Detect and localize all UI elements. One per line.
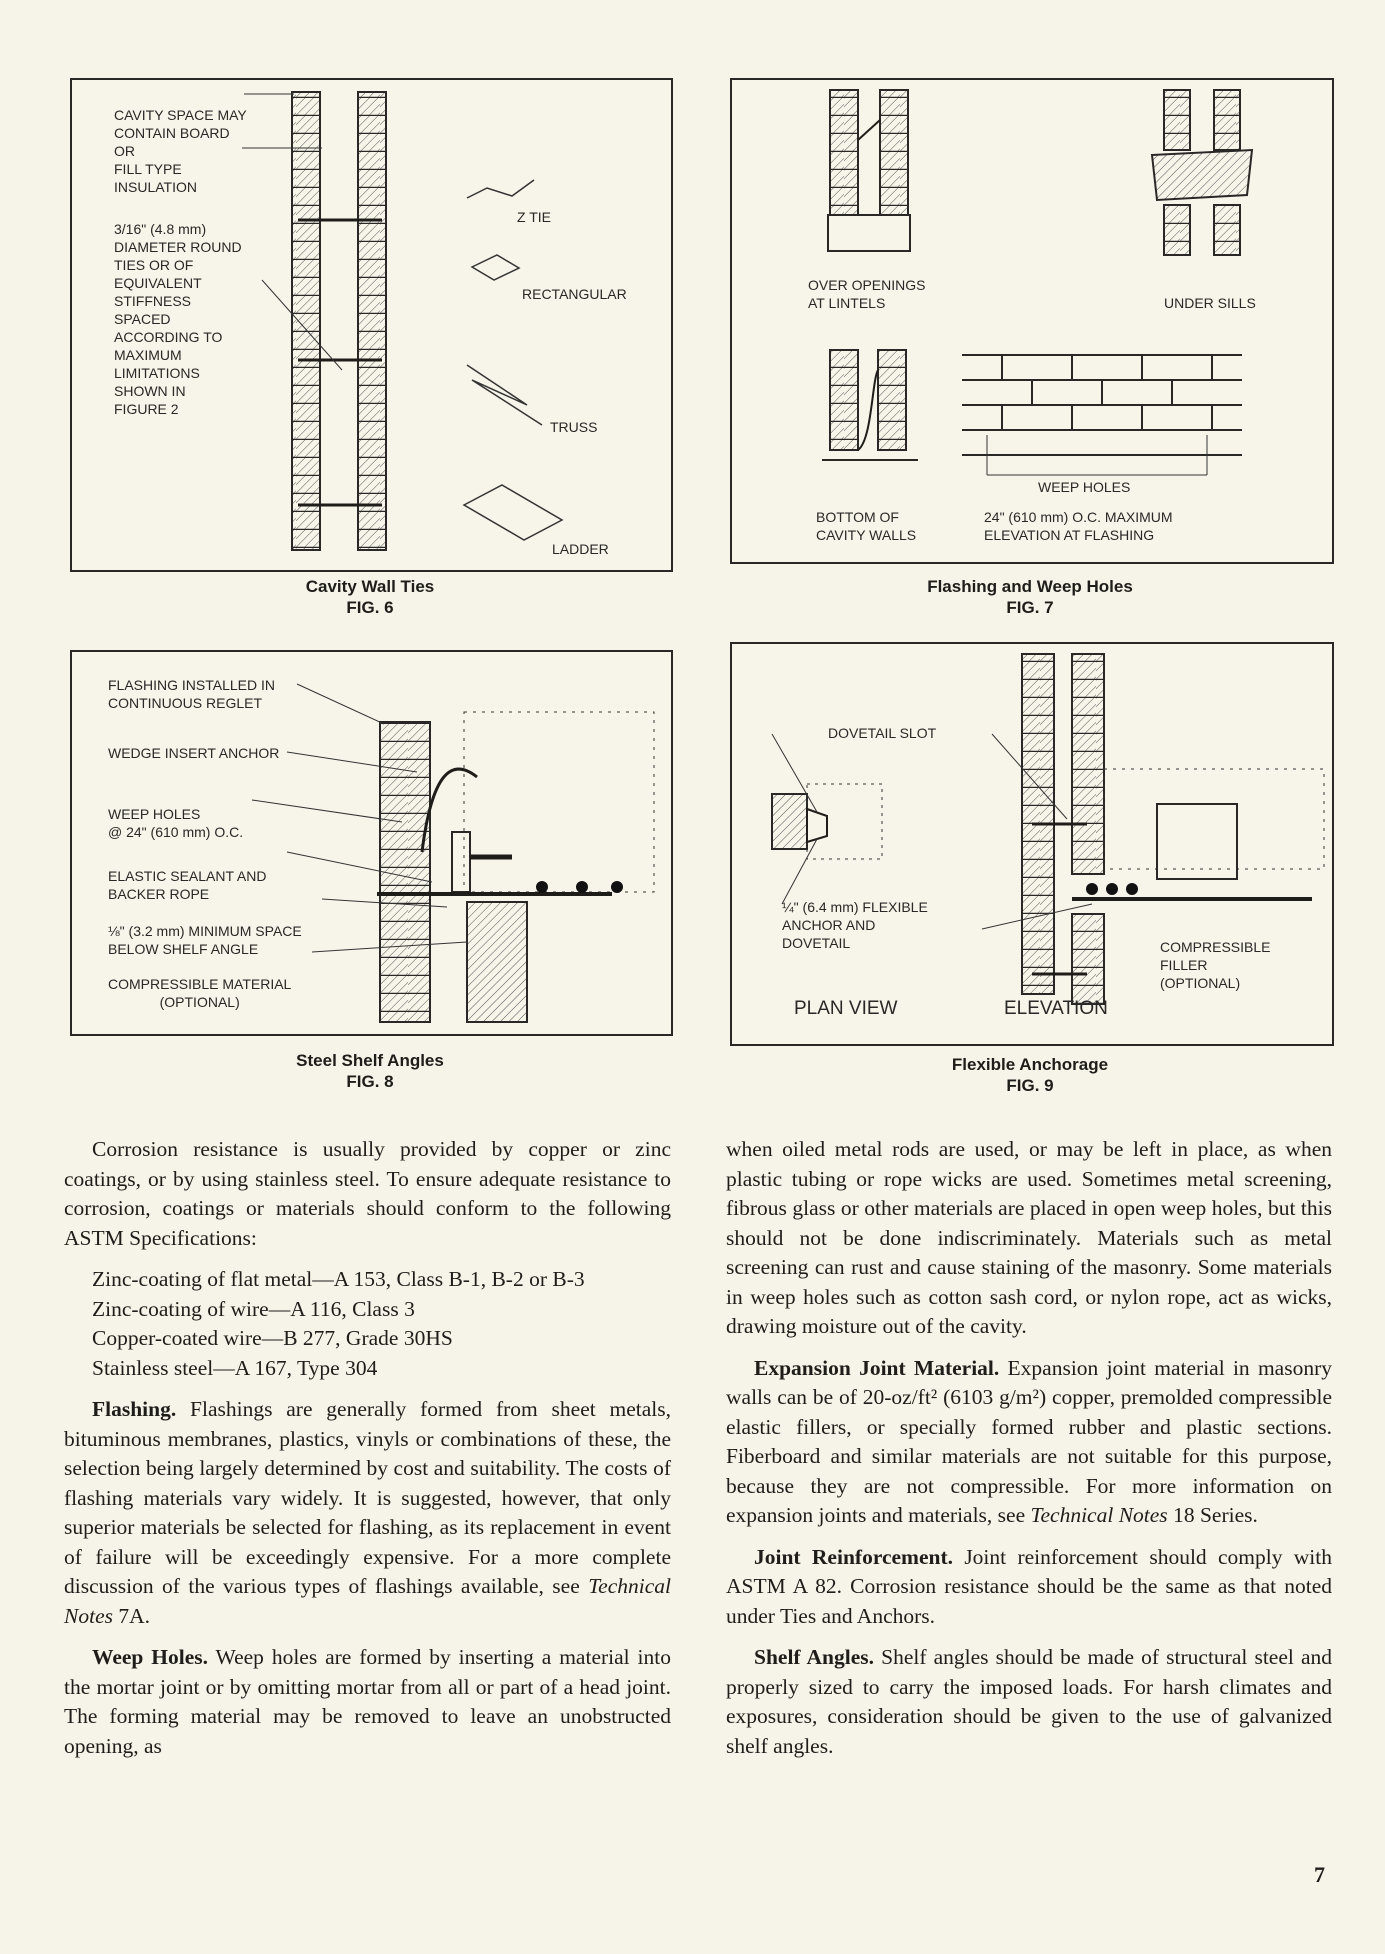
label-flashing-reglet: FLASHING INSTALLED IN CONTINUOUS REGLET <box>108 677 276 711</box>
joint-reinforcement-heading: Joint Reinforcement. <box>754 1544 953 1569</box>
figure-6-number: FIG. 6 <box>346 598 394 617</box>
label-rectangular: RECTANGULAR <box>522 286 627 302</box>
figure-7-title: Flashing and Weep Holes <box>927 577 1133 596</box>
figure-7-caption <box>880 576 1180 618</box>
label-ties-spec: 3/16" (4.8 mm) DIAMETER ROUND TIES OR OF EQUIVALENT STIFFNESS SPACED ACCORDING TO MAXIMUM LIMITATIONS SHOWN IN FIGURE 2 <box>114 221 242 417</box>
intro-paragraph: Corrosion resistance is usually provided by copper or zinc coatings, or by using stainless steel. To ensure adequate resistance to corrosion, coatings or materials should conform to the following ASTM Specifications: <box>64 1137 671 1250</box>
label-truss: TRUSS <box>550 419 598 435</box>
figure-6-caption <box>270 576 470 618</box>
label-bottom-cavity: BOTTOM OF CAVITY WALLS <box>816 509 917 543</box>
figure-7-drawing <box>732 80 1332 562</box>
spec-zinc-flat-metal: Zinc-coating of flat metal—A 153, Class B-1, B-2 or B-3 <box>92 1267 585 1291</box>
flashing-ref: Technical Notes <box>64 1574 671 1628</box>
figure-6-cavity-wall-ties <box>70 78 673 572</box>
figure-8-caption <box>250 1050 490 1092</box>
label-under-sills: UNDER SILLS <box>1164 295 1256 311</box>
flashing-heading: Flashing. <box>92 1397 177 1421</box>
label-ladder: LADDER <box>552 541 609 557</box>
label-dovetail-slot: DOVETAIL SLOT <box>828 725 937 741</box>
label-min-space: ⅛" (3.2 mm) MINIMUM SPACE BELOW SHELF ANGLE <box>108 923 302 957</box>
figure-9-title: Flexible Anchorage <box>951 1055 1109 1074</box>
figure-9-caption <box>900 1054 1160 1096</box>
label-weep-holes-spacing: WEEP HOLES @ 24" (610 mm) O.C. <box>108 806 244 840</box>
label-weep-holes: WEEP HOLES <box>1038 479 1131 495</box>
body-right-column <box>726 1135 1332 1761</box>
flashing-paragraph: Flashing. Flashings are generally formed from sheet metals, bituminous membranes, plastics, vinyls or combinations of these, the selection being largely determined by cost and suitability. The costs of flashing materials vary widely. It is suggested, however, that only superior materials be selected for flashing, as its replacement in event of failure will be exceedingly expensive. For a more complete discussion of the various types of flashings available, see Technical Notes 7A. <box>64 1397 671 1628</box>
expansion-ref: Technical Notes <box>1030 1503 1168 1527</box>
weep-holes-paragraph: Weep Holes. Weep holes are formed by inserting a material into the mortar joint or by omitting mortar from all or part of a head joint. The forming material may be removed to leave an unobstructed opening, as <box>64 1645 671 1758</box>
joint-reinforcement-paragraph: Joint Reinforcement. Joint reinforcement should comply with ASTM A 82. Corrosion resistance should be the same as that noted under Ties and Anchors. <box>726 1544 1332 1628</box>
figure-9-flexible-anchorage <box>730 642 1334 1046</box>
weep-holes-heading: Weep Holes. <box>92 1645 208 1669</box>
figure-9-number: FIG. 9 <box>1006 1076 1054 1095</box>
label-spacing: 24" (610 mm) O.C. MAXIMUM ELEVATION AT FLASHING <box>984 509 1173 543</box>
expansion-joint-heading: Expansion Joint Material. <box>754 1355 1000 1380</box>
figure-7-flashing-weep-holes <box>730 78 1334 564</box>
spec-stainless: Stainless steel—A 167, Type 304 <box>92 1355 378 1380</box>
figure-6-title: Cavity Wall Ties <box>305 577 435 596</box>
spec-copper-wire: Copper-coated wire—B 277, Grade 30HS <box>92 1326 453 1350</box>
label-compressible-filler: COMPRESSIBLE FILLER (OPTIONAL) <box>1160 939 1271 991</box>
label-elevation: ELEVATION <box>1004 998 1108 1019</box>
body-left-column <box>64 1135 671 1761</box>
label-wedge-anchor: WEDGE INSERT ANCHOR <box>108 745 280 761</box>
page-number: 7 <box>1314 1862 1325 1887</box>
shelf-angles-paragraph: Shelf Angles. Shelf angles should be made of structural steel and properly sized to carry the imposed loads. For harsh climates and exposures, consideration should be given to the use of galvanized shelf angles. <box>726 1645 1333 1758</box>
figure-8-number: FIG. 8 <box>346 1072 394 1091</box>
expansion-joint-paragraph: Expansion Joint Material. Expansion joint material in masonry walls can be of 20-oz/ft² (6103 g/m²) copper, premolded compressible elastic fillers, or specially formed rubber and plastic sections. Fiberboard and similar materials are not suitable for this purpose, because they are not compressible. For more information on expansion joints and materials, see Technical Notes 18 Series. <box>726 1355 1332 1527</box>
spec-zinc-wire: Zinc-coating of wire—A 116, Class 3 <box>92 1296 415 1321</box>
shelf-angles-heading: Shelf Angles. <box>754 1645 875 1669</box>
label-sealant: ELASTIC SEALANT AND BACKER ROPE <box>108 868 267 902</box>
label-over-openings: OVER OPENINGS AT LINTELS <box>808 277 926 311</box>
figure-7-number: FIG. 7 <box>1006 598 1054 617</box>
label-plan-view: PLAN VIEW <box>794 998 898 1019</box>
label-cavity-space: CAVITY SPACE MAY CONTAIN BOARD OR FILL TYPE INSULATION <box>114 107 247 195</box>
weep-holes-continued: when oiled metal rods are used, or may be left in place, as when plastic tubing or rope wicks are used. Sometimes metal screening, fibrous glass or other materials are placed in open weep holes, but this should not be done indiscriminately. Materials such as metal screening can rust and cause staining of the masonry. Some materials in weep holes such as cotton sash cord, or nylon rope, act as wicks, drawing moisture out of the cavity. <box>726 1137 1332 1338</box>
figure-8-title: Steel Shelf Angles <box>296 1051 444 1070</box>
label-compressible-material: COMPRESSIBLE MATERIAL (OPTIONAL) <box>108 976 292 1010</box>
figure-8-steel-shelf-angles <box>70 650 673 1036</box>
label-z-tie: Z TIE <box>517 209 551 225</box>
label-flex-anchor: ¼" (6.4 mm) FLEXIBLE ANCHOR AND DOVETAIL <box>782 899 928 951</box>
